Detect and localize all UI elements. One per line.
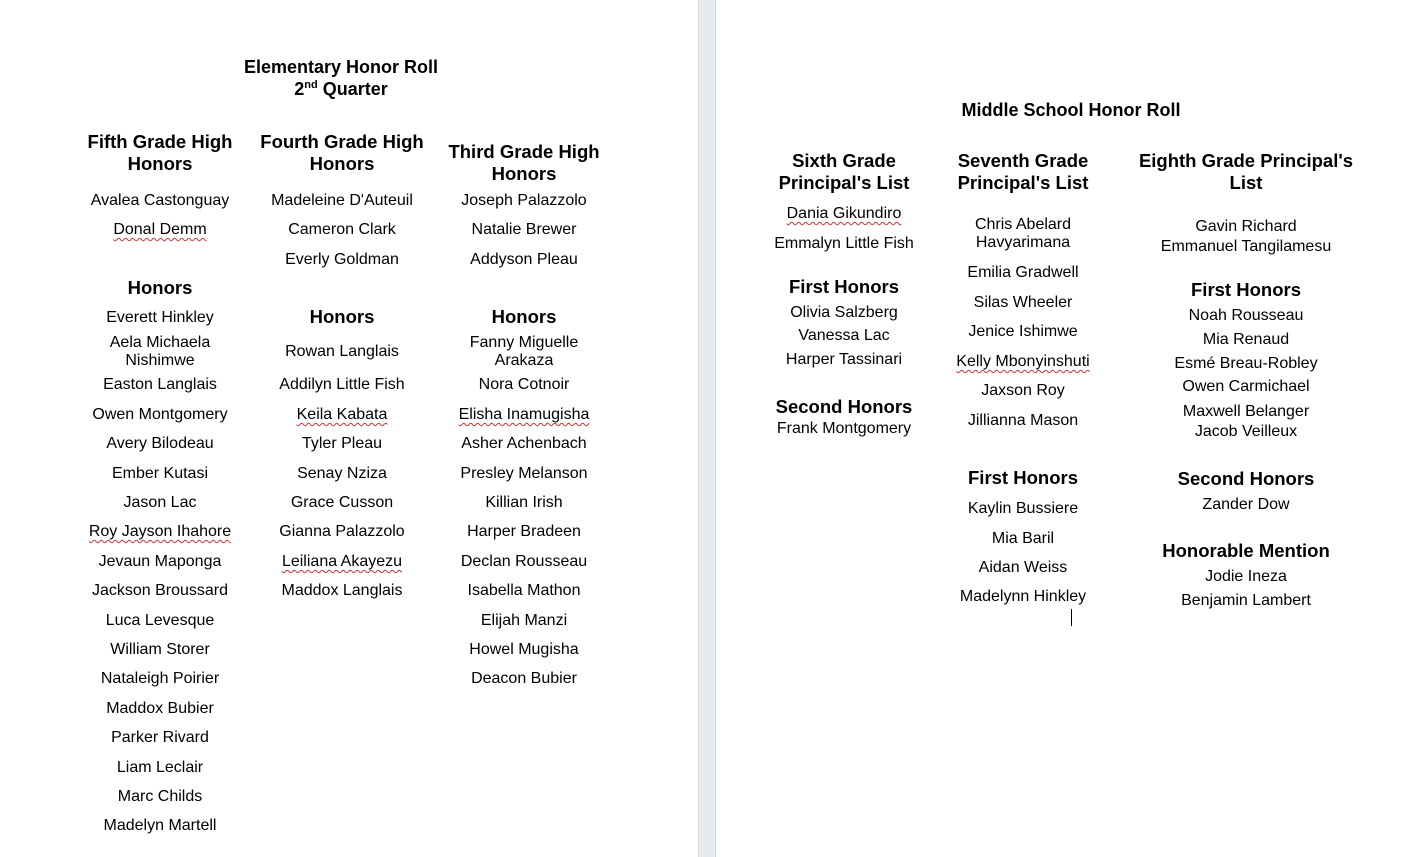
fifth-honors-name: Owen Montgomery bbox=[92, 406, 228, 423]
third-honors-name: Asher Achenbach bbox=[461, 435, 587, 452]
seventh-principal-name: Chris Abelard Havyarimana bbox=[974, 216, 1072, 251]
quarter-number: 2 bbox=[294, 79, 305, 99]
sixth-grade-heading: Sixth Grade Principal's List bbox=[778, 150, 910, 193]
third-honors-heading: Honors bbox=[491, 306, 557, 327]
third-honors-name-text: Elisha Inamugisha bbox=[458, 406, 590, 423]
seventh-grade-heading: Seventh Grade Principal's List bbox=[957, 150, 1089, 193]
third-honors-name: Presley Melanson bbox=[460, 465, 588, 482]
third-honors-name: Fanny Miguelle Arakaza bbox=[469, 334, 579, 369]
seventh-first-honors-heading: First Honors bbox=[968, 467, 1078, 488]
eighth-second-name: Zander Dow bbox=[1202, 496, 1290, 513]
seventh-first-name: Aidan Weiss bbox=[978, 559, 1068, 576]
sixth-principal-name-text: Dania Gikundiro bbox=[786, 205, 902, 222]
fifth-honors-heading: Honors bbox=[127, 277, 193, 298]
third-high-name: Joseph Palazzolo bbox=[461, 192, 587, 209]
sixth-principal-name: Emmalyn Little Fish bbox=[774, 235, 914, 252]
eighth-second-honors-heading: Second Honors bbox=[1177, 468, 1315, 489]
quarter-subtitle bbox=[221, 78, 461, 100]
third-honors-name: Declan Rousseau bbox=[460, 553, 588, 570]
fifth-high-name bbox=[60, 221, 260, 239]
fifth-honors-name: Jason Lac bbox=[123, 494, 197, 511]
eighth-first-name: Mia Renaud bbox=[1202, 331, 1290, 348]
sixth-principal-name bbox=[744, 205, 944, 223]
seventh-principal-name: Emilia Gradwell bbox=[967, 264, 1079, 281]
fifth-high-name: Avalea Castonguay bbox=[90, 192, 230, 209]
page-elementary bbox=[0, 0, 698, 857]
fourth-honors-heading: Honors bbox=[309, 306, 375, 327]
fifth-honors-name: William Storer bbox=[110, 641, 210, 658]
third-high-name: Natalie Brewer bbox=[471, 221, 577, 238]
seventh-principal-name-text: Kelly Mbonyinshuti bbox=[956, 353, 1090, 370]
third-honors-name: Elijah Manzi bbox=[480, 612, 568, 629]
third-honors-name: Howel Mugisha bbox=[469, 641, 579, 658]
eighth-first-name: Noah Rousseau bbox=[1188, 307, 1304, 324]
seventh-first-name: Madelynn Hinkley bbox=[959, 588, 1087, 605]
seventh-principal-name: Jaxson Roy bbox=[981, 382, 1065, 399]
fourth-high-name: Everly Goldman bbox=[285, 251, 399, 268]
quarter-suffix: nd bbox=[304, 79, 318, 91]
fifth-honors-name: Easton Langlais bbox=[103, 376, 217, 393]
third-honors-name: Deacon Bubier bbox=[471, 670, 577, 687]
fifth-honors-name: Marc Childs bbox=[117, 788, 203, 805]
elementary-title: Elementary Honor Roll bbox=[243, 57, 439, 77]
text-cursor bbox=[1071, 609, 1072, 626]
sixth-second-honors-heading: Second Honors bbox=[775, 396, 913, 417]
third-honors-name: Harper Bradeen bbox=[467, 523, 581, 540]
third-honors-name: Isabella Mathon bbox=[467, 582, 581, 599]
sixth-second-name: Frank Montgomery bbox=[776, 420, 912, 437]
fifth-honors-name: Liam Leclair bbox=[116, 759, 204, 776]
sixth-first-honors-heading: First Honors bbox=[789, 276, 899, 297]
fifth-honors-name: Jevaun Maponga bbox=[98, 553, 222, 570]
fifth-honors-name: Luca Levesque bbox=[105, 612, 215, 629]
fifth-grade-heading: Fifth Grade High Honors bbox=[87, 131, 233, 174]
fourth-grade-heading: Fourth Grade High Honors bbox=[260, 131, 424, 174]
fifth-honors-name: Nataleigh Poirier bbox=[100, 670, 220, 687]
fourth-high-name: Madeleine D'Auteuil bbox=[271, 192, 413, 209]
fourth-honors-name: Tyler Pleau bbox=[301, 435, 383, 452]
eighth-first-name: Maxwell Belanger bbox=[1182, 403, 1310, 420]
fifth-honors-name: Everett Hinkley bbox=[106, 309, 214, 326]
quarter-word: Quarter bbox=[322, 79, 388, 99]
seventh-principal-name bbox=[923, 353, 1123, 371]
fifth-honors-name: Madelyn Martell bbox=[103, 817, 217, 834]
fifth-honors-name bbox=[60, 523, 260, 541]
eighth-principal-name: Emmanuel Tangilamesu bbox=[1160, 238, 1332, 255]
fifth-honors-name-text: Roy Jayson Ihahore bbox=[88, 523, 232, 540]
fourth-honors-name: Gianna Palazzolo bbox=[279, 523, 405, 540]
seventh-principal-name: Silas Wheeler bbox=[973, 294, 1073, 311]
eighth-first-name: Owen Carmichael bbox=[1182, 378, 1310, 395]
fourth-honors-name: Rowan Langlais bbox=[285, 343, 399, 360]
sixth-first-name: Olivia Salzberg bbox=[790, 304, 898, 321]
fifth-honors-name: Jackson Broussard bbox=[91, 582, 229, 599]
eighth-first-name: Jacob Veilleux bbox=[1194, 423, 1298, 440]
seventh-principal-name: Jillianna Mason bbox=[967, 412, 1079, 429]
third-high-name: Addyson Pleau bbox=[470, 251, 578, 268]
eighth-mention-name: Benjamin Lambert bbox=[1181, 592, 1311, 609]
fourth-honors-name-text: Leiliana Akayezu bbox=[281, 553, 403, 570]
fourth-honors-name bbox=[242, 406, 442, 424]
third-honors-name: Nora Cotnoir bbox=[478, 376, 570, 393]
middle-school-title: Middle School Honor Roll bbox=[961, 100, 1181, 120]
fifth-high-name-text: Donal Demm bbox=[113, 221, 207, 238]
third-honors-name: Killian Irish bbox=[485, 494, 563, 511]
eighth-first-name: Esmé Breau-Robley bbox=[1174, 355, 1318, 372]
fourth-honors-name-text: Keila Kabata bbox=[296, 406, 388, 423]
third-grade-heading: Third Grade High Honors bbox=[448, 141, 600, 184]
fourth-high-name: Cameron Clark bbox=[288, 221, 396, 238]
fourth-honors-name: Senay Nziza bbox=[297, 465, 387, 482]
fifth-honors-name: Maddox Bubier bbox=[106, 700, 214, 717]
fourth-honors-name: Grace Cusson bbox=[290, 494, 394, 511]
elementary-title-block bbox=[221, 56, 461, 100]
seventh-first-name: Kaylin Bussiere bbox=[967, 500, 1079, 517]
page-middle-school bbox=[716, 0, 1406, 857]
seventh-first-name: Mia Baril bbox=[991, 530, 1055, 547]
eighth-first-honors-heading: First Honors bbox=[1191, 279, 1301, 300]
fifth-honors-name: Aela Michaela Nishimwe bbox=[109, 334, 211, 369]
sixth-first-name: Vanessa Lac bbox=[798, 327, 890, 344]
eighth-principal-name: Gavin Richard bbox=[1195, 218, 1297, 235]
fifth-honors-name: Parker Rivard bbox=[111, 729, 209, 746]
fifth-honors-name: Avery Bilodeau bbox=[106, 435, 214, 452]
eighth-honorable-mention-heading: Honorable Mention bbox=[1162, 540, 1330, 561]
eighth-grade-heading: Eighth Grade Principal's List bbox=[1138, 150, 1354, 193]
seventh-principal-name: Jenice Ishimwe bbox=[968, 323, 1078, 340]
eighth-mention-name: Jodie Ineza bbox=[1205, 568, 1287, 585]
third-honors-name bbox=[424, 406, 624, 424]
fourth-honors-name: Maddox Langlais bbox=[281, 582, 403, 599]
page-gap bbox=[698, 0, 716, 857]
fourth-honors-name: Addilyn Little Fish bbox=[279, 376, 405, 393]
fourth-honors-name bbox=[242, 553, 442, 571]
fifth-honors-name: Ember Kutasi bbox=[111, 465, 209, 482]
sixth-first-name: Harper Tassinari bbox=[785, 351, 903, 368]
